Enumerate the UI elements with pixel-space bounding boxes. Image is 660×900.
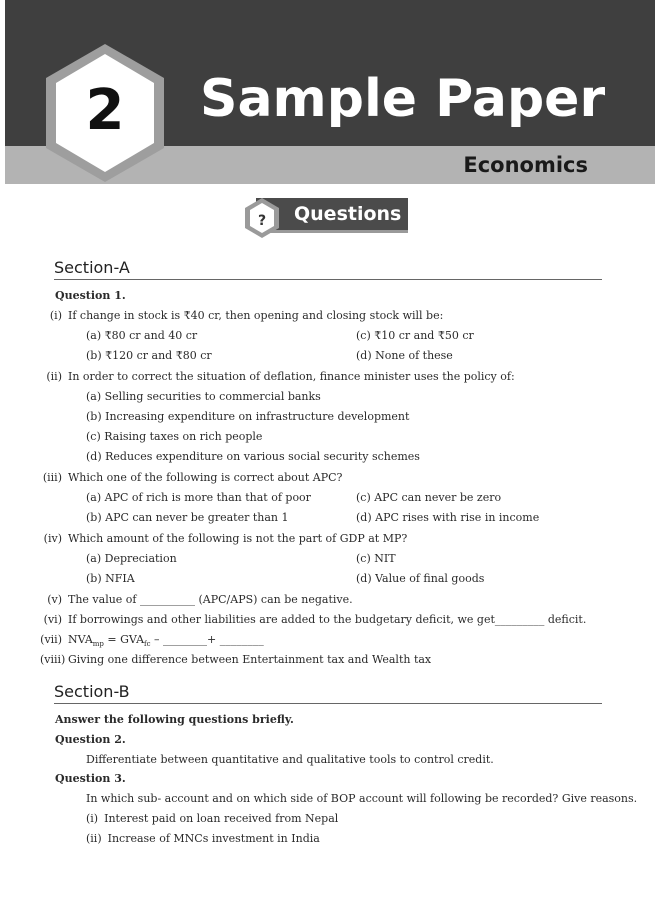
q1-iii-option-d: (d) APC rises with rise in income	[356, 511, 540, 524]
q1-iv-option-c: (c) NIT	[356, 552, 396, 565]
q1-ii-option-d: (d) Reduces expenditure on various social security schemes	[86, 450, 420, 463]
chapter-number: 2	[85, 78, 125, 143]
q1-vii-eq: = GVA	[103, 633, 145, 646]
page-title: Sample Paper	[200, 69, 606, 129]
q1-iv-option-d: (d) Value of final goods	[356, 572, 485, 585]
q1-viii-text: Giving one difference between Entertainment tax and Wealth tax	[68, 653, 432, 666]
q1-i-text: If change in stock is ₹40 cr, then opening and closing stock will be:	[68, 309, 444, 322]
q1-iv	[40, 531, 407, 547]
q1-vii-gva-sub: fc	[144, 640, 151, 649]
subject-label: Economics	[463, 153, 588, 177]
section-b-instruction: Answer the following questions briefly.	[55, 713, 294, 726]
question-2-label: Question 2.	[55, 733, 126, 746]
q1-iii-option-b: (b) APC can never be greater than 1	[86, 511, 289, 524]
q1-iv-num: (iv)	[43, 532, 62, 545]
q1-vii-nva: NVA	[68, 633, 93, 646]
question-3-text: In which sub- account and on which side of BOP account will following be recorded? Give reasons.	[86, 792, 638, 805]
q3-i	[86, 811, 338, 827]
questions-badge-label: Questions	[294, 203, 402, 225]
q3-ii-text: Increase of MNCs investment in India	[107, 832, 320, 845]
question-2-text: Differentiate between quantitative and qualitative tools to control credit.	[86, 753, 494, 766]
question-3-label: Question 3.	[55, 772, 126, 785]
q3-i-text: Interest paid on loan received from Nepal	[104, 812, 339, 825]
q1-iv-option-b: (b) NFIA	[86, 572, 135, 585]
q1-iv-option-a: (a) Depreciation	[86, 552, 177, 565]
q1-ii-num: (ii)	[46, 370, 62, 383]
q1-vi-text: If borrowings and other liabilities are added to the budgetary deficit, we get_________ deficit.	[68, 613, 587, 626]
q1-viii	[40, 652, 431, 668]
questions-badge	[236, 196, 410, 236]
q1-ii-text: In order to correct the situation of deflation, finance minister uses the policy of:	[68, 370, 515, 383]
q1-iii-text: Which one of the following is correct about APC?	[68, 471, 343, 484]
section-b-heading: Section-B	[54, 682, 602, 704]
q1-i-option-a: (a) ₹80 cr and 40 cr	[86, 329, 198, 342]
q1-v-text: The value of __________ (APC/APS) can be negative.	[68, 593, 353, 606]
q1-viii-num: (viii)	[40, 653, 66, 666]
q1-ii-option-b: (b) Increasing expenditure on infrastructure development	[86, 410, 410, 423]
q1-v	[40, 592, 353, 608]
q1-ii	[40, 369, 515, 385]
q1-vii-rest: – ________+ ________	[150, 633, 264, 646]
q1-vii-nva-sub: mp	[92, 640, 104, 649]
q1-i-option-b: (b) ₹120 cr and ₹80 cr	[86, 349, 212, 362]
q1-i-option-c: (c) ₹10 cr and ₹50 cr	[356, 329, 474, 342]
q1-vi-num: (vi)	[43, 613, 62, 626]
q1-iii-option-a: (a) APC of rich is more than that of poor	[86, 491, 311, 504]
chapter-hexagon-badge	[40, 40, 170, 186]
q1-ii-option-a: (a) Selling securities to commercial banks	[86, 390, 321, 403]
q1-i-num: (i)	[49, 309, 62, 322]
q3-ii	[86, 831, 320, 847]
q1-v-num: (v)	[47, 593, 62, 606]
question-mark-icon	[242, 196, 282, 240]
q1-vii	[40, 632, 264, 652]
question-1-label: Question 1.	[55, 289, 126, 302]
q1-ii-option-c: (c) Raising taxes on rich people	[86, 430, 263, 443]
q1-vii-num: (vii)	[40, 633, 62, 646]
q3-i-num: (i)	[86, 812, 99, 825]
q1-i	[40, 308, 443, 324]
q3-ii-num: (ii)	[86, 832, 102, 845]
q1-iii-num: (iii)	[42, 471, 62, 484]
q1-vi	[40, 612, 586, 628]
svg-text:?: ?	[257, 213, 267, 229]
q1-i-option-d: (d) None of these	[356, 349, 453, 362]
q1-iii-option-c: (c) APC can never be zero	[356, 491, 502, 504]
section-a-heading: Section-A	[54, 258, 602, 280]
q1-iv-text: Which amount of the following is not the part of GDP at MP?	[68, 532, 408, 545]
q1-iii	[40, 470, 342, 486]
